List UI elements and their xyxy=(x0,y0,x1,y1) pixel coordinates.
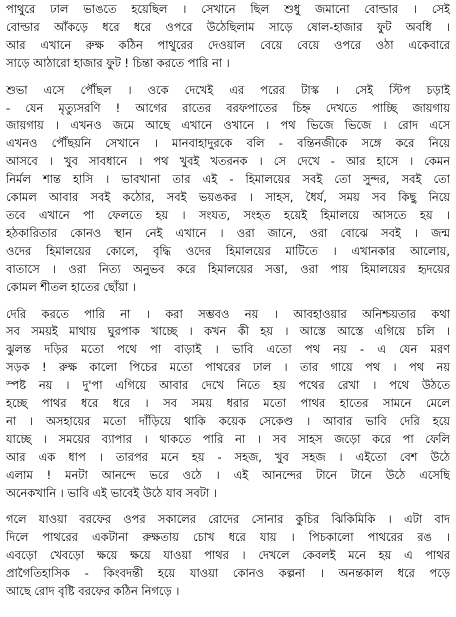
text-line: তবে এখানে পা ফেলতে হয় । সংযত, সংহত হয়েই হিমালয়ে আসতে হয় । xyxy=(6,207,450,222)
text-line: বাতাসে । ওরা নিত্য অনুভব করে হিমালয়ের সত্তা, ওরা পায় হিমালয়ের হৃদয়ের xyxy=(6,261,450,276)
text-line: এবড়ো খেবড়ো ক্ষয়ে ক্ষয়ে যাওয়া পাথর । দেখলে কেবলই মনে হয় এ পাথর xyxy=(6,548,450,563)
paragraph-1 xyxy=(6,1,450,73)
text-line: এলাম ! মনটা আনন্দে ভরে ওঠে । এই আনন্দের টানে টানে উঠে এসেছি xyxy=(6,467,450,482)
text-line: কোমল শীতল হাতের ছোঁয়া । xyxy=(6,279,136,294)
text-line: আর এক ধাপ । তারপর মনে হয় - সহজ, খুব সহজ । এইতো বেশ উঠে xyxy=(6,449,450,464)
text-line: আর এখানে রুক্ষ কঠিন পাথুরের দেওয়াল বেয়ে বেয়ে ওপরে ওঠা একেবারে xyxy=(6,37,450,52)
text-line: শুভা এসে পৌঁছল । ওকে দেখেই এর পরের টাস্ক । সেই স্টিপ চড়াই xyxy=(6,82,450,97)
text-line: যাচ্ছে । সময়ের ব্যাপার । থাকতে পারি না । সব সাহস জড়ো করে পা ফেলি xyxy=(6,431,450,446)
text-line: জায়গায় । এখনও জমে আছে এখানে ওখানে । পথ ভিজে ভিজে । রোদ এসে xyxy=(6,118,450,133)
text-line: স্পষ্ট নয় । দু'পা এগিয়ে আবার দেখে নিতে হয় পথের রেখা । পথে উঠতে xyxy=(6,378,450,393)
text-line: সব সময়ই মাথায় ঘুরপাক খাচ্ছে । কখন কী হয় । আস্তে আস্তে এগিয়ে চলি । xyxy=(6,324,450,339)
text-line: হঠকারিতার কোনও স্থান নেই এখানে । ওরা জানে, ওরা বোঝে সবই । জন্ম xyxy=(6,225,450,240)
text-line: অনেকখানি । ভাবি এই ভাবেই উঠে যাব সবটা । xyxy=(6,485,217,500)
text-line: এখনও পৌঁছয়নি সেখানে । মানবাহাদুরকে বলি - বন্তিনজীকে সঙ্গে করে নিয়ে xyxy=(6,136,450,151)
paragraph-2 xyxy=(6,82,450,297)
text-line: দিলে পাথরের একটানা রুক্ষতায় চোখ ধরে যায় । পিচকালো পাথরের রঙ । xyxy=(6,530,450,545)
text-line: না । অসহায়ের মতো দাঁড়িয়ে থাকি কয়েক সেকেণ্ড । আবার ভাবি দেরি হয়ে xyxy=(6,413,450,428)
text-line: প্রাগৈতিহাসিক - কিংবদন্তী হয়ে যাওয়া কোনও কল্পনা । অনন্তকাল ধরে পড়ে xyxy=(6,566,450,581)
text-line: ওদের হিমালয়ের কোলে, বৃদ্ধি ওদের হিমালয়ের মাটিতে । এখানকার আলোয়, xyxy=(6,243,450,258)
text-line: ঝুলন্ত দড়ির মতো পথে পা বাড়াই । ভাবি এতো পথ নয় - এ যেন মরণ xyxy=(6,342,450,357)
text-line: সড়ক ! রুক্ষ কালো পিচের মতো পাথরের ঢাল । তার গায়ে পথ । পথ নয় xyxy=(6,360,450,375)
text-line: পাথুরে ঢাল ভাঙতে হয়েছিল । সেখানে ছিল শুধু জমানো বোল্ডার । সেই xyxy=(6,2,450,16)
text-line: নির্মল শান্ত হাসি । ভাবখানা তার এই - হিমালয়ের সবই তো সুন্দর, সবই তো xyxy=(6,172,450,187)
text-line: কোমল আবার সবই কঠোর, সবই ভয়ঙকর । সাহস, ধৈর্য, সময় সব কিছু নিয়ে xyxy=(6,190,450,205)
text-line: সাড়ে আঠারো হাজার ফুট ! চিন্তা করতে পারি না । xyxy=(6,55,230,70)
text-line: দেরি করতে পারি না । করা সম্ভবও নয় । আবহাওয়ার অনিশ্চয়তার কথা xyxy=(6,306,450,321)
paragraph-4 xyxy=(6,511,450,601)
text-line: বোল্ডার আঁকড়ে ধরে ধরে ওপরে উঠেছিলাম সাড়ে ষোল-হাজার ফুট অবধি । xyxy=(6,19,450,34)
text-line: আসবে । খুব সাবধানে । পথ খুবই খতরনক । সে দেখে - আর হাসে । কেমন xyxy=(6,154,450,169)
text-line: - যেন মৃত্যুসরণি ! আগের রাতের বরফপাতের চিহ্ন দেখতে পাচ্ছি জায়গায় xyxy=(6,100,450,115)
text-line: হচ্ছে পাথর ধরে ধরে । সব সময় ধরার মতো পাথর হাতের সামনে মেলে xyxy=(6,396,450,411)
text-line: আছে রোদ বৃষ্টি বরফের কঠিন নিগড়ে । xyxy=(6,584,180,599)
paragraph-3 xyxy=(6,306,450,503)
text-line: গলে যাওয়া বরফের ওপর সকালের রোদের সোনার কুচির ঝিকিমিকি । এটা বাদ xyxy=(6,512,450,527)
